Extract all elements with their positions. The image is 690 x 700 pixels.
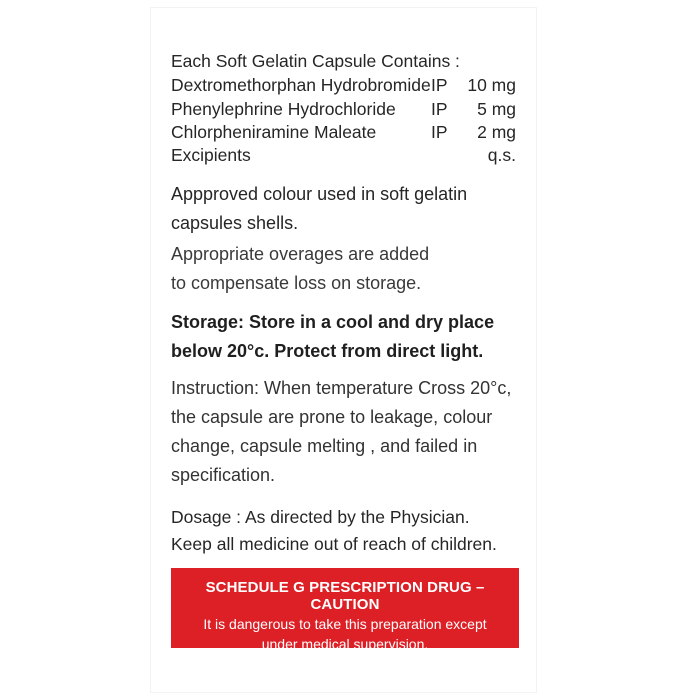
instruction-line: change, capsule melting , and failed in [171,436,478,456]
overages-note [171,240,429,298]
ingredient-qty: 5 mg [477,99,516,119]
instruction-line: Instruction: When temperature Cross 20°c, [171,378,512,398]
colour-note-line: capsules shells. [171,213,299,233]
composition-heading: Each Soft Gelatin Capsule Contains : [171,51,460,71]
ingredient-name: Phenylephrine Hydrochloride [171,99,396,119]
instruction-line: the capsule are prone to leakage, colour [171,407,493,427]
overages-note-line: Appropriate overages are added [171,244,430,264]
label-panel [151,8,536,692]
ingredient-qty: 10 mg [467,75,516,95]
storage-note [171,308,494,366]
ingredient-grade: IP [431,99,448,119]
caution-title: SCHEDULE G PRESCRIPTION DRUG – CAUTION [205,579,485,613]
ingredient-name: Dextromethorphan Hydrobromide [171,75,431,95]
instruction-note [171,374,511,490]
dosage-line: Dosage : As directed by the Physician. [171,507,470,527]
ingredient-row [171,144,516,166]
ingredient-row [171,74,516,96]
instruction-line: specification. [171,465,276,485]
colour-note [171,180,467,238]
ingredient-row [171,98,516,120]
caution-box [171,568,519,652]
composition-section [171,50,516,170]
ingredient-name: Chlorpheniramine Maleate [171,122,377,142]
ingredient-name: Excipients [171,145,251,165]
dosage-line: Keep all medicine out of reach of children. [171,534,497,554]
ingredient-grade: IP [431,75,448,95]
colour-note-line: Appproved colour used in soft gelatin [171,184,468,204]
caution-body-line: under medical supervision. [261,636,429,652]
caution-body-line: It is dangerous to take this preparation except [203,616,487,632]
dosage-note [171,504,497,558]
ingredient-row [171,121,516,143]
overages-note-line: to compensate loss on storage. [171,273,422,293]
storage-note-line: Storage: Store in a cool and dry place [171,312,495,332]
ingredient-grade: IP [431,122,448,142]
ingredient-qty: q.s. [487,145,516,165]
storage-note-line: below 20°c. Protect from direct light. [171,341,484,361]
ingredient-qty: 2 mg [477,122,516,142]
